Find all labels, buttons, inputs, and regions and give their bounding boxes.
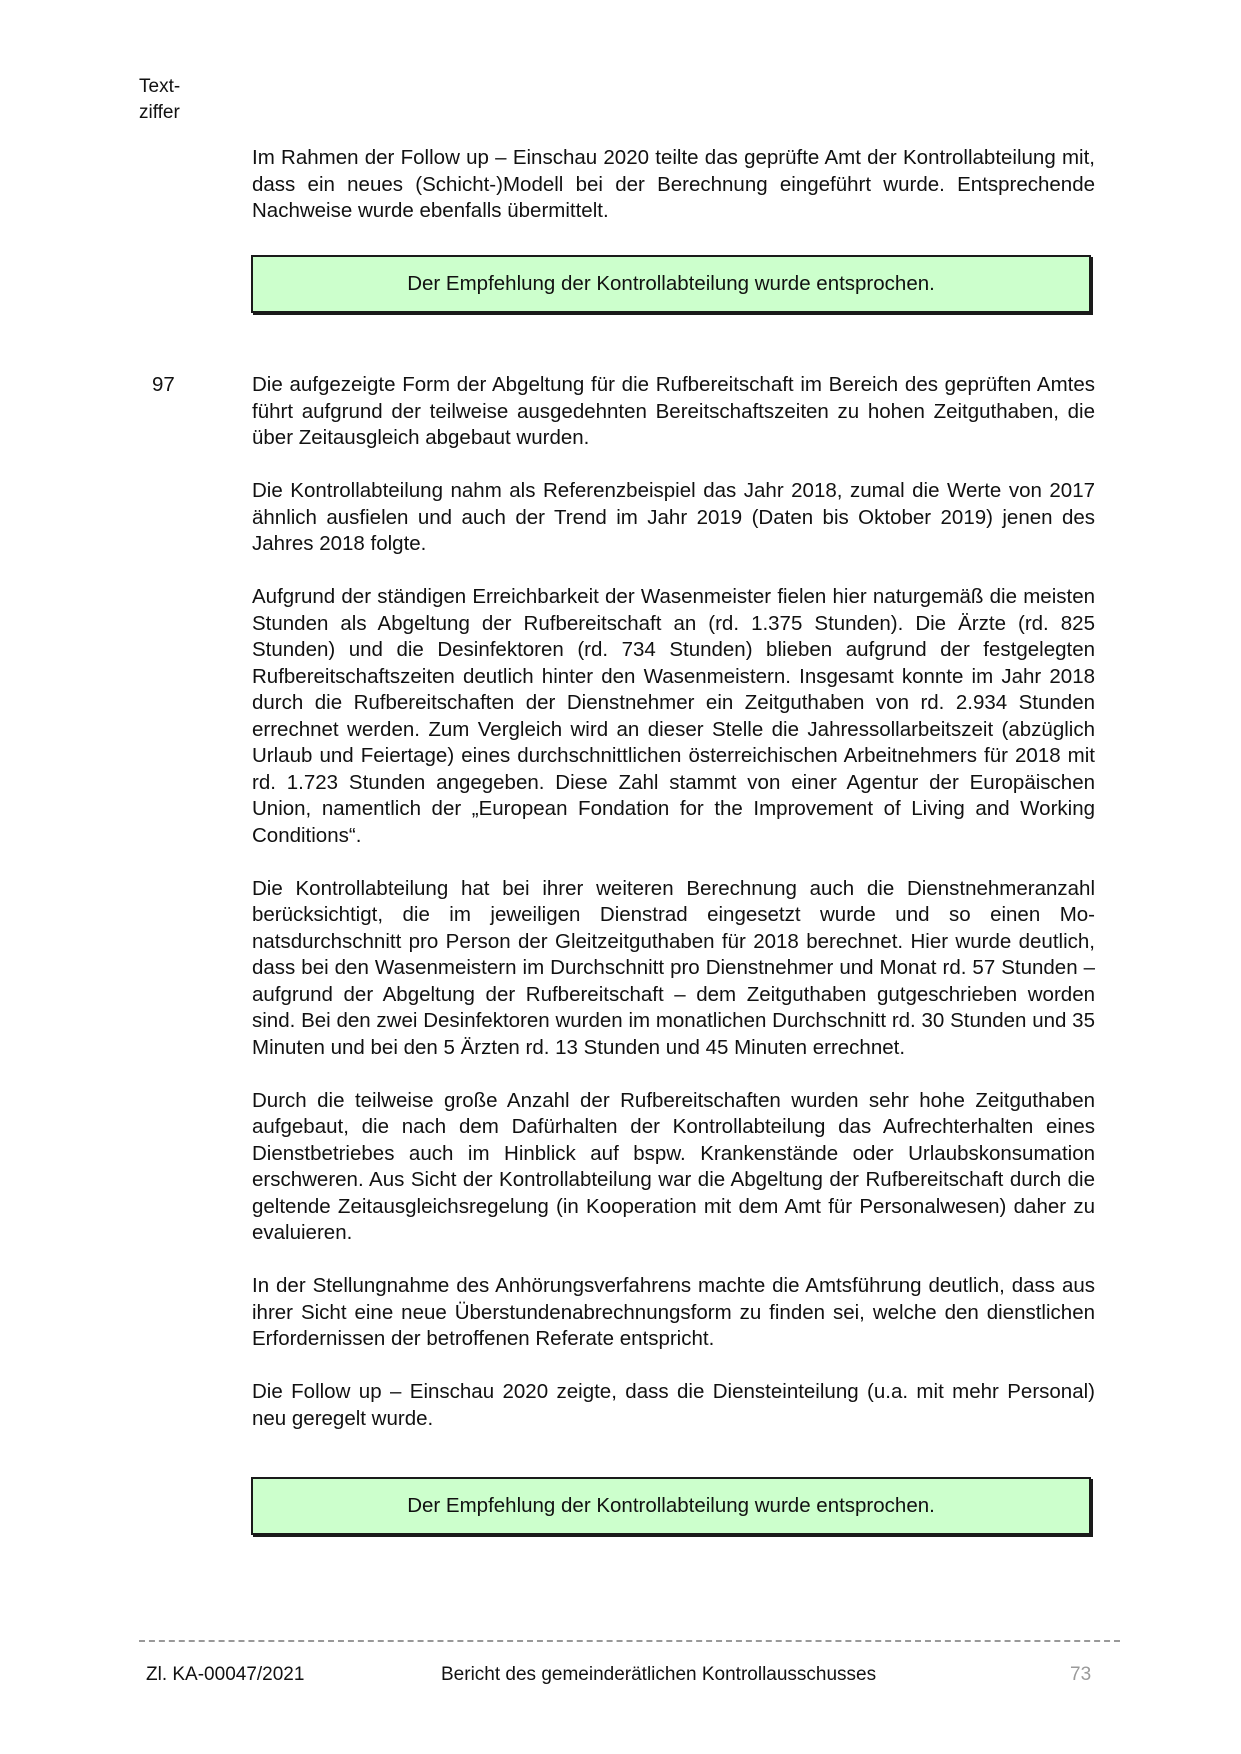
- footer-divider: [139, 1640, 1120, 1642]
- footer-reference: Zl. KA-00047/2021: [146, 1664, 305, 1685]
- paragraph: Im Rahmen der Follow up – Einschau 2020 teilte das geprüfte Amt der Kontrollabteilung mit, dass ein neues (Schicht-)Modell bei der Berechnung eingeführt wurde. Entsprechende Nachweise wurde ebenfalls übermittelt.: [252, 146, 1095, 222]
- paragraph: Die Kontrollabteilung nahm als Referenzbeispiel das Jahr 2018, zumal die Werte von 2017 ähnlich ausfielen und auch der Trend im Jahr 2019 (Daten bis Oktober 2019) jenen des Jahres 2018 folgte.: [252, 479, 1095, 555]
- paragraph: In der Stellungnahme des Anhörungsverfahrens machte die Amtsführung deutlich, dass aus ihrer Sicht eine neue Überstundenabrechnungsform zu finden sei, welche den dienstlichen Erfordernissen der betroffenen Referate entspricht.: [252, 1274, 1095, 1350]
- paragraph: Aufgrund der ständigen Erreichbarkeit der Wasenmeister fielen hier naturgemäß die meisten Stunden als Abgeltung der Rufbereitschaft an (rd. 1.375 Stunden). Die Ärzte (rd. 825 Stunden) und die Desinfektoren (rd. 734 Stunden) blieben aufgrund der festgelegten Rufbereitschaftszeiten deutlich hinter den Wasenmeistern. Insgesamt konnte im Jahr 2018 durch die Rufbereitschaften der Dienstnehmer ein Zeitguthaben von rd. 2.934 Stunden errechnet werden. Zum Vergleich wird an dieser Stelle die Jahressollarbeitszeit (abzüglich Urlaub und Feiertage) eines durchschnittlichen österreichischen Arbeitnehmers für 2018 mit rd. 1.723 Stunden angegeben. Diese Zahl stammt von einer Agentur der Europäischen Union, namentlich der „European Fondation for the Improvement of Living and Working Conditions“.: [252, 585, 1095, 847]
- page-number: 73: [1070, 1664, 1092, 1685]
- margin-label-textziffer: [139, 74, 180, 126]
- paragraph: Die Follow up – Einschau 2020 zeigte, dass die Diensteinteilung (u.a. mit mehr Personal) neu geregelt wurde.: [252, 1380, 1095, 1430]
- paragraph: Durch die teilweise große Anzahl der Rufbereitschaften wurden sehr hohe Zeitguthaben aufgebaut, die nach dem Dafürhalten der Kontrollabteilung das Aufrechterhalten eines Dienstbetriebes auch im Hinblick auf bspw. Krankenstände oder Urlaubskonsumation erschweren. Aus Sicht der Kontrollabteilung war die Abgeltung der Rufbereitschaft durch die geltende Zeitausgleichsregelung (in Kooperation mit dem Amt für Personalwesen) daher zu evaluieren.: [252, 1088, 1095, 1244]
- margin-label-line2: ziffer: [139, 102, 180, 123]
- paragraph: Die aufgezeigte Form der Abgeltung für die Rufbereitschaft im Bereich des geprüften Amtes führt aufgrund der teilweise ausgedehnten Bereitschaftszeiten zu hohen Zeitguthaben, die über Zeitausgleich abgebaut wurden.: [252, 373, 1095, 449]
- section-97-body: [252, 372, 1095, 1432]
- result-box: [251, 255, 1091, 313]
- paragraph: Die Kontrollabteilung hat bei ihrer weiteren Berechnung auch die Dienstnehmeranzahl berücksichtigt, die im jeweiligen Dienstrad eingesetzt wurde und so einen Monatsdurchschnitt pro Person der Gleitzeitguthaben für 2018 berechnet. Hier wurde deutlich, dass bei den Wasenmeistern im Durchschnitt pro Dienstnehmer und Monat rd. 57 Stunden – aufgrund der Abgeltung der Rufbereitschaft – dem Zeitguthaben gutgeschrieben worden sind. Bei den zwei Desinfektoren wurden im monatlichen Durchschnitt rd. 30 Stunden und 35 Minuten und bei den 5 Ärzten rd. 13 Stunden und 45 Minuten errechnet.: [252, 876, 1095, 1059]
- result-text: Der Empfehlung der Kontrollabteilung wurde entsprochen.: [407, 272, 935, 295]
- textziffer-number: 97: [152, 373, 175, 396]
- result-box: [251, 1477, 1091, 1535]
- result-text: Der Empfehlung der Kontrollabteilung wurde entsprochen.: [407, 1494, 935, 1517]
- intro-section: [252, 145, 1095, 225]
- footer-title: Bericht des gemeinderätlichen Kontrollausschusses: [441, 1664, 877, 1685]
- margin-label-line1: Text-: [139, 76, 181, 97]
